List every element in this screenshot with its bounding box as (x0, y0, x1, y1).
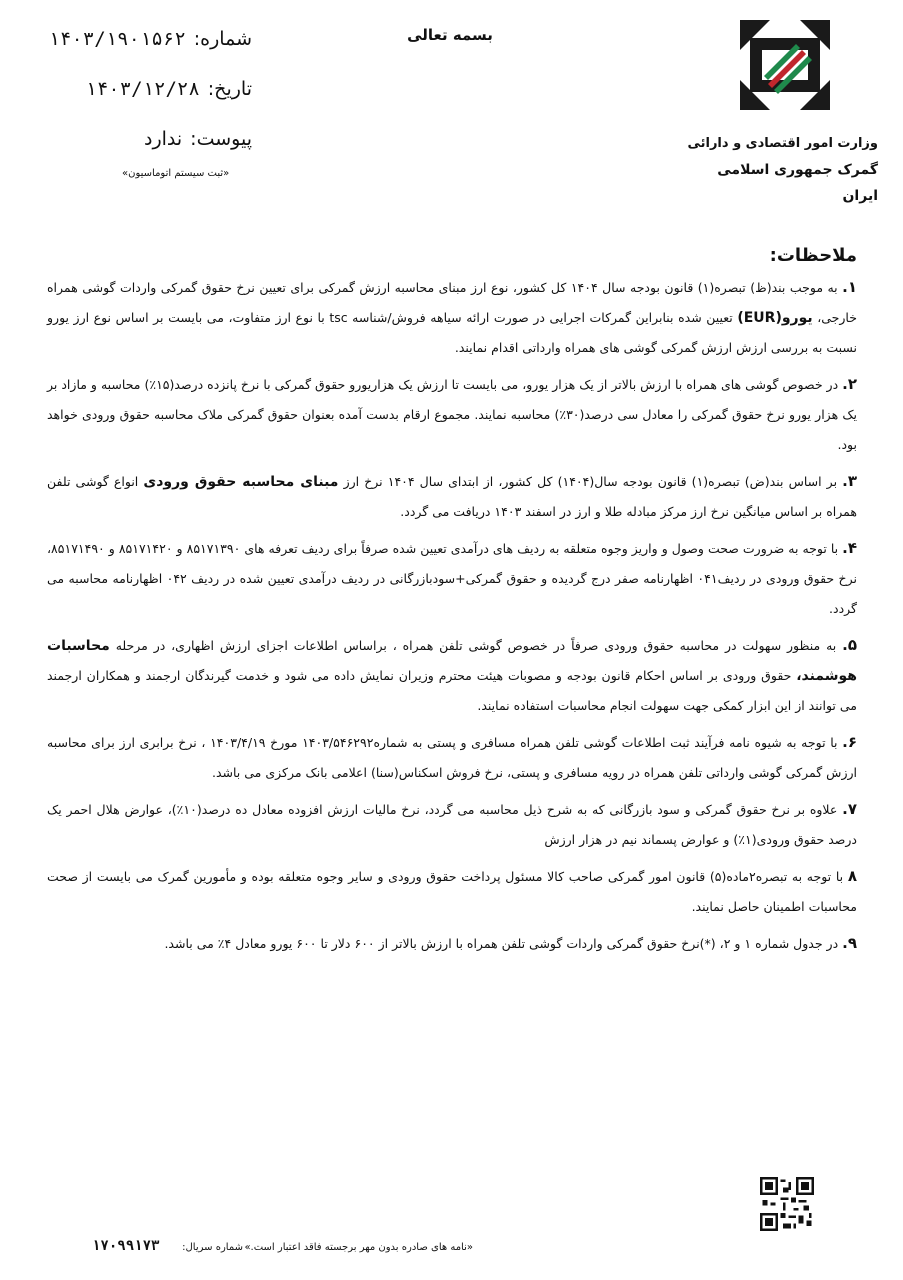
remark-number: ۸ (847, 867, 857, 885)
remark-item (47, 630, 857, 721)
remark-text: علاوه بر نرخ حقوق گمرکی و سود بازرگانی که به شرح ذیل محاسبه می گردد، نرخ مالیات ارزش افزوده معادل ده درصد(۱۰٪)، عوارض هلال احمر یک درصد حقوق ورودی(۱٪) و عوارض پسماند نیم در هزار ارزش (47, 802, 857, 847)
remark-item (47, 727, 857, 788)
letter-number-row (22, 28, 252, 78)
remark-text: به منظور سهولت در محاسبه حقوق ورودی صرفاً در خصوص گوشی تلفن همراه ، براساس اطلاعات اجزای ارزش اظهاری، در مرحله (115, 638, 837, 653)
remark-emphasis: یورو(EUR) (737, 310, 813, 326)
serial-value: ۱۷۰۹۹۱۷۳ (92, 1238, 160, 1254)
number-value: ۱۴۰۳/۱۹۰۱۵۶۲ (48, 28, 186, 50)
remark-number: ۷. (842, 800, 857, 818)
remark-number: ۳. (842, 472, 858, 490)
attachment-label: پیوست: (190, 128, 252, 150)
automation-system-note: «ثبت سیستم اتوماسیون» (122, 168, 230, 179)
remark-text: در جدول شماره ۱ و ۲، (*)نرخ حقوق گمرکی واردات گوشی تلفن همراه با ارزش بالاتر از ۶۰۰ دلار تا ۶۰۰ یورو معادل ۴٪ می باشد. (164, 936, 839, 951)
date-value: ۱۴۰۳/۱۲/۲۸ (85, 78, 200, 100)
date-label: تاریخ: (207, 78, 252, 100)
remarks-list (47, 272, 857, 965)
remark-number: ۴. (842, 539, 857, 557)
remark-item (47, 533, 857, 624)
ministry-name: وزارت امور اقتصادی و دارائی (687, 136, 878, 151)
letter-meta (22, 28, 252, 179)
remark-item (47, 466, 857, 527)
attachment-value: ندارد (143, 128, 183, 150)
remark-text-cont: تعیین شده بنابراین گمرکات اجرایی در صورت ارائه سیاهه فروش/شناسه tsc با نوع ارز متفاوت، می بایست بر اساس نوع ارز یورو نسبت به بررسی ارزش ارزش گمرکی گوشی های همراه وارداتی اقدام نمایند. (47, 310, 857, 355)
remark-text: با توجه به ضرورت صحت وصول و واریز وجوه متعلقه به ردیف های درآمدی تعیین شده صرفاً برای ردیف تعرفه های ۸۵۱۷۱۳۹۰ و ۸۵۱۷۱۴۲۰ و ۸۵۱۷۱۴۹۰، نرخ حقوق ورودی در ردیف۰۴۱ اظهارنامه صفر درج گردیده و حقوق گمرکی+سودبازرگانی در ردیف درآمدی تعیین شده در ردیف ۰۴۲ اظهارنامه محاسبه می گردد. (47, 541, 857, 616)
footer (0, 1238, 903, 1260)
remark-number: ۶. (842, 733, 857, 751)
bismillah-heading: بسمه تعالی (407, 26, 493, 44)
remark-number: ۹. (842, 934, 857, 952)
remark-item (47, 369, 857, 460)
remark-number: ۵. (842, 636, 857, 654)
remark-number: ۱. (842, 278, 858, 296)
remarks-title: ملاحظات: (769, 245, 857, 266)
remark-text: به موجب بند(ظ) تبصره(۱) قانون بودجه سال ۱۴۰۴ کل کشور، نوع ارز مبنای محاسبه ارزش گمرکی برای تعیین نرخ حقوق گمرکی واردات گوشی همراه خارجی، (47, 280, 857, 325)
ministry-block (678, 132, 878, 210)
remark-item (47, 794, 857, 855)
remark-text: در خصوص گوشی های همراه با ارزش بالاتر از یک هزار یورو، می بایست تا ارزش یک هزاریورو حقوق گمرکی با نرخ پانزده درصد(۱۵٪) محاسبه و مازاد بر یک هزار یورو نرخ حقوق گمرکی را معادل سی درصد(۳۰٪) محاسبه نمایند. مجموع ارقام بدست آمده بعنوان حقوق گمرکی ملاک محاسبه حقوق ورودی خواهد بود. (47, 377, 857, 452)
remark-text: بر اساس بند(ض) تبصره(۱) قانون بودجه سال(۱۴۰۴) کل کشور، از ابتدای سال ۱۴۰۴ نرخ ارز (343, 474, 838, 489)
stamp-disclaimer: «نامه های صادره بدون مهر برجسته فاقد اعتبار است.» (244, 1242, 473, 1253)
remark-emphasis: مبنای محاسبه حقوق ورودی (143, 474, 339, 490)
remark-item (47, 861, 857, 922)
remark-number: ۲. (842, 375, 858, 393)
number-label: شماره: (193, 28, 252, 50)
customs-emblem-icon (740, 20, 830, 110)
remark-item (47, 928, 857, 959)
remark-text: با توجه به شیوه نامه فرآیند ثبت اطلاعات گوشی تلفن همراه مسافری و پستی به شماره۱۴۰۳/۵۴۶۲۹۲ مورخ ۱۴۰۳/۴/۱۹ ، نرخ برابری ارز برای محاسبه ارزش گمرکی گوشی وارداتی تلفن همراه در رویه مسافری و پستی، نرخ فروش اسکناس(سنا) اعلامی بانک مرکزی می باشد. (47, 735, 857, 780)
remark-text-cont: انواع گوشی تلفن همراه بر اساس میانگین نرخ ارز مرکز مبادله طلا و ارز در اسفند ۱۴۰۳ دریافت می گردد. (47, 474, 857, 519)
customs-name: گمرک جمهوری اسلامی ایران (717, 161, 878, 205)
remark-text-cont: حقوق ورودی بر اساس احکام قانون بودجه و مصوبات هیئت محترم وزیران نمایش داده می شود و خدمت گیرندگان ارجمند و همکاران ارجمند می توانند از این ابزار کمکی جهت سهولت انجام محاسبات استفاده نمایند. (47, 668, 857, 713)
remark-item (47, 272, 857, 363)
remark-emphasis: محاسبات هوشمند، (47, 638, 857, 684)
remark-text: با توجه به تبصره۲ماده(۵) قانون امور گمرکی صاحب کالا مسئول پرداخت حقوق ورودی و سایر وجوه متعلقه بوده و مأمورین گمرک می بایست از صحت محاسبات اطمینان حاصل نمایند. (47, 869, 857, 914)
serial-label: شماره سریال: (182, 1242, 243, 1253)
qr-code-icon (760, 1177, 814, 1231)
letter-date-row (22, 78, 252, 128)
